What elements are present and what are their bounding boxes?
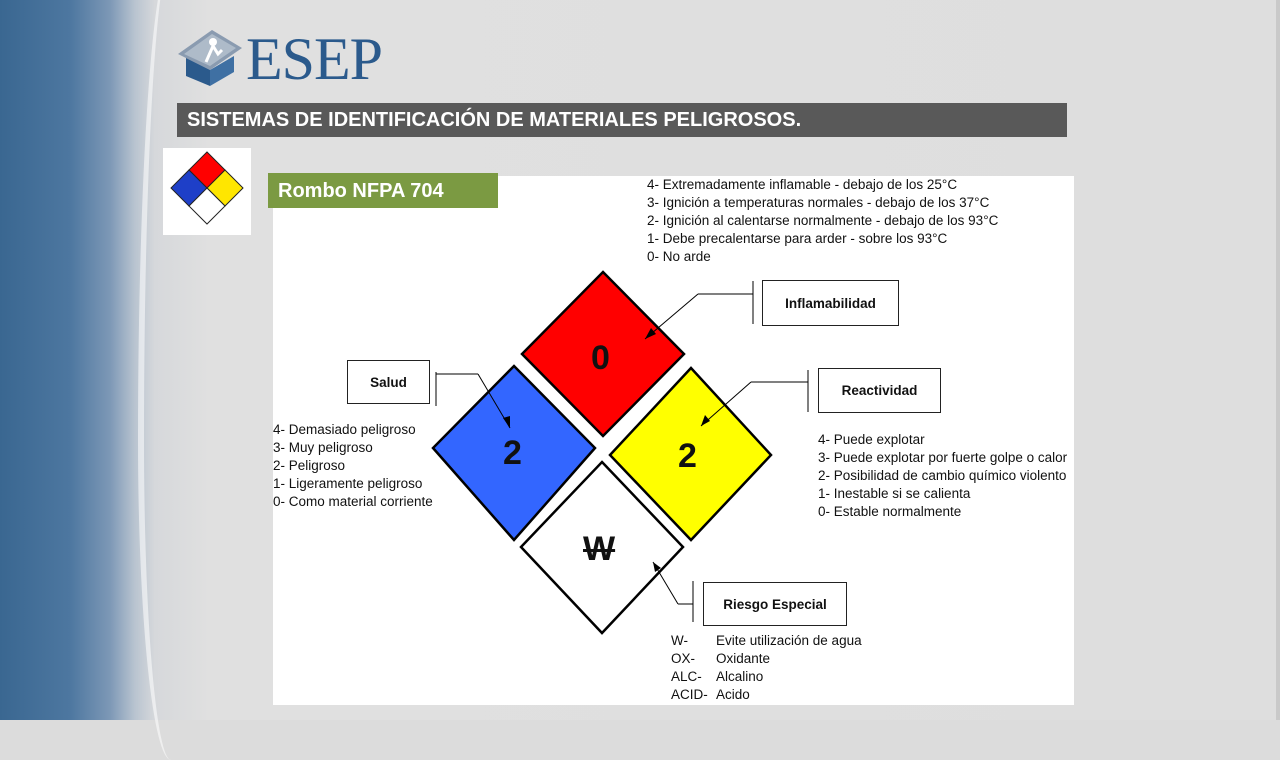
- riesgo-desc: Alcalino: [716, 669, 764, 684]
- diamond-white-value: W: [583, 530, 616, 568]
- right-edge-strip: [1276, 0, 1280, 720]
- nfpa-thumbnail: [163, 148, 251, 235]
- logo-text: ESEP: [246, 26, 383, 92]
- salud-level: 4- Demasiado peligroso: [273, 422, 416, 437]
- riesgo-code: W-: [671, 633, 688, 648]
- diamond-yellow-value: 2: [678, 437, 697, 475]
- salud-level: 0- Como material corriente: [273, 494, 433, 509]
- reactividad-level: 0- Estable normalmente: [818, 504, 962, 519]
- rombo-label-box: [268, 173, 498, 208]
- reactividad-level: 3- Puede explotar por fuerte golpe o calor: [818, 450, 1068, 465]
- page-title: SISTEMAS DE IDENTIFICACIÓN DE MATERIALES PELIGROSOS.: [187, 109, 802, 131]
- title-bar: [177, 103, 1067, 137]
- reactividad-level: 1- Inestable si se calienta: [818, 486, 971, 501]
- inflamabilidad-label: Inflamabilidad: [762, 280, 899, 326]
- esep-logo: [176, 26, 396, 92]
- riesgo-desc: Acido: [716, 687, 750, 702]
- reactividad-level: 2- Posibilidad de cambio químico violento: [818, 468, 1067, 483]
- salud-level: 2- Peligroso: [273, 458, 346, 473]
- riesgo-code: ACID-: [671, 687, 708, 702]
- graduation-cap-icon: [176, 26, 244, 88]
- inflamabilidad-level: 1- Debe precalentarse para arder - sobre los 93°C: [647, 231, 948, 246]
- riesgo-code: ALC-: [671, 669, 702, 684]
- riesgo-desc: Evite utilización de agua: [716, 633, 862, 648]
- inflamabilidad-level: 0- No arde: [647, 249, 711, 264]
- inflamabilidad-level: 4- Extremadamente inflamable - debajo de los 25°C: [647, 177, 958, 192]
- inflamabilidad-level: 2- Ignición al calentarse normalmente - debajo de los 93°C: [647, 213, 999, 228]
- salud-level: 1- Ligeramente peligroso: [273, 476, 423, 491]
- riesgo-especial-label: Riesgo Especial: [703, 582, 847, 626]
- inflamabilidad-level: 3- Ignición a temperaturas normales - debajo de los 37°C: [647, 195, 990, 210]
- diamond-blue-value: 2: [503, 434, 522, 472]
- riesgo-desc: Oxidante: [716, 651, 771, 666]
- salud-label: Salud: [347, 360, 430, 404]
- diamond-red-value: 0: [591, 339, 610, 377]
- rombo-label: Rombo NFPA 704: [278, 180, 444, 202]
- reactividad-label: Reactividad: [818, 368, 941, 413]
- reactividad-level: 4- Puede explotar: [818, 432, 925, 447]
- salud-level: 3- Muy peligroso: [273, 440, 373, 455]
- riesgo-code: OX-: [671, 651, 696, 666]
- nfpa-diagram: [273, 176, 1074, 705]
